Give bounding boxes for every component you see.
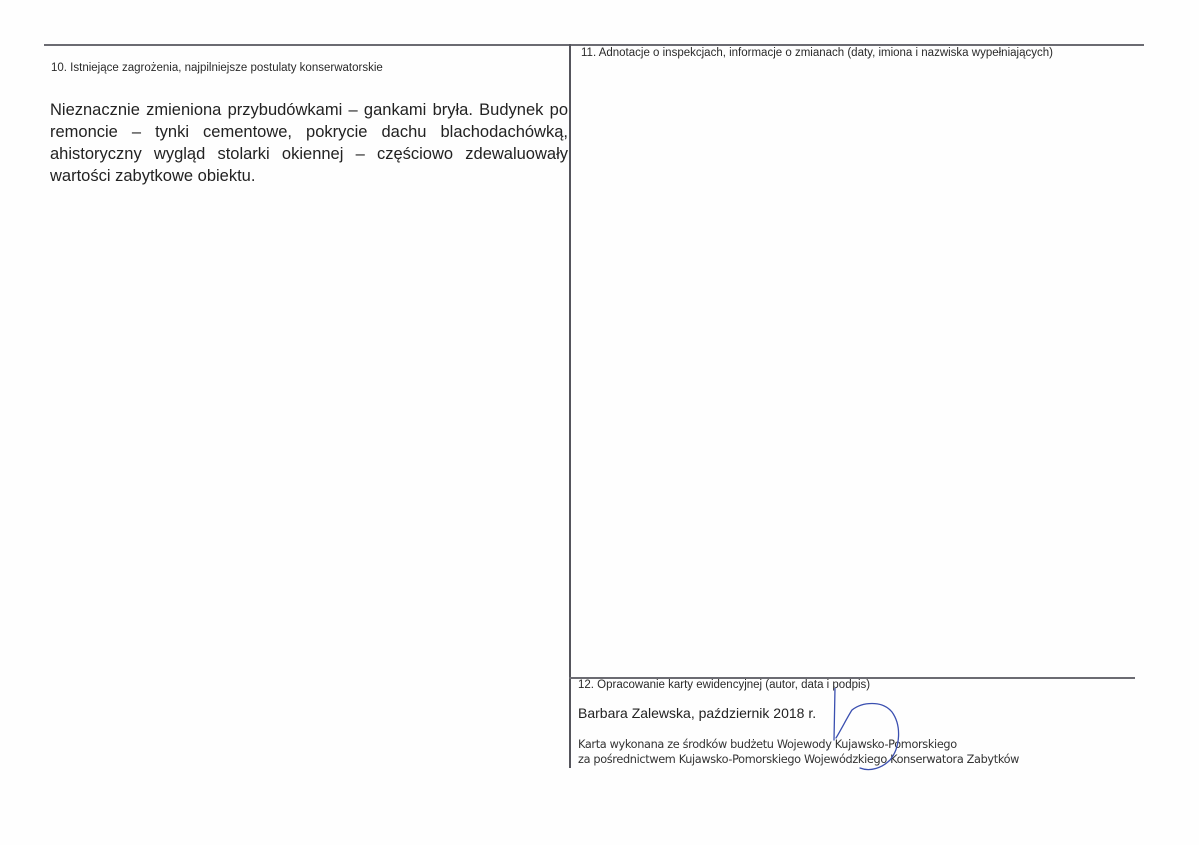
section11-label: 11. Adnotacje o inspekcjach, informacje o zmianach (daty, imiona i nazwiska wypełniających) <box>581 47 1053 59</box>
column-divider <box>569 44 571 768</box>
funding-note <box>578 737 1019 767</box>
section12-label: 12. Opracowanie karty ewidencyjnej (autor, data i podpis) <box>578 679 871 691</box>
author-line: Barbara Zalewska, październik 2018 r. <box>578 705 817 721</box>
section10-text: Nieznacznie zmieniona przybudówkami – gankami bryła. Budynek po remoncie – tynki cementowe, pokrycie dachu blachodachówką, ahistoryczny wygląd stolarki okiennej – częściowo zdewaluowały wartości zabytkowe obiektu. <box>50 101 568 185</box>
top-rule <box>44 44 1144 46</box>
section10-label: 10. Istniejące zagrożenia, najpilniejsze postulaty konserwatorskie <box>51 62 383 74</box>
funding-note-line1: Karta wykonana ze środków budżetu Wojewody Kujawsko-Pomorskiego <box>578 738 957 751</box>
funding-note-line2: za pośrednictwem Kujawsko-Pomorskiego Wojewódzkiego Konserwatora Zabytków <box>578 753 1020 766</box>
section11-content <box>575 66 1135 666</box>
signature-icon <box>820 688 920 788</box>
